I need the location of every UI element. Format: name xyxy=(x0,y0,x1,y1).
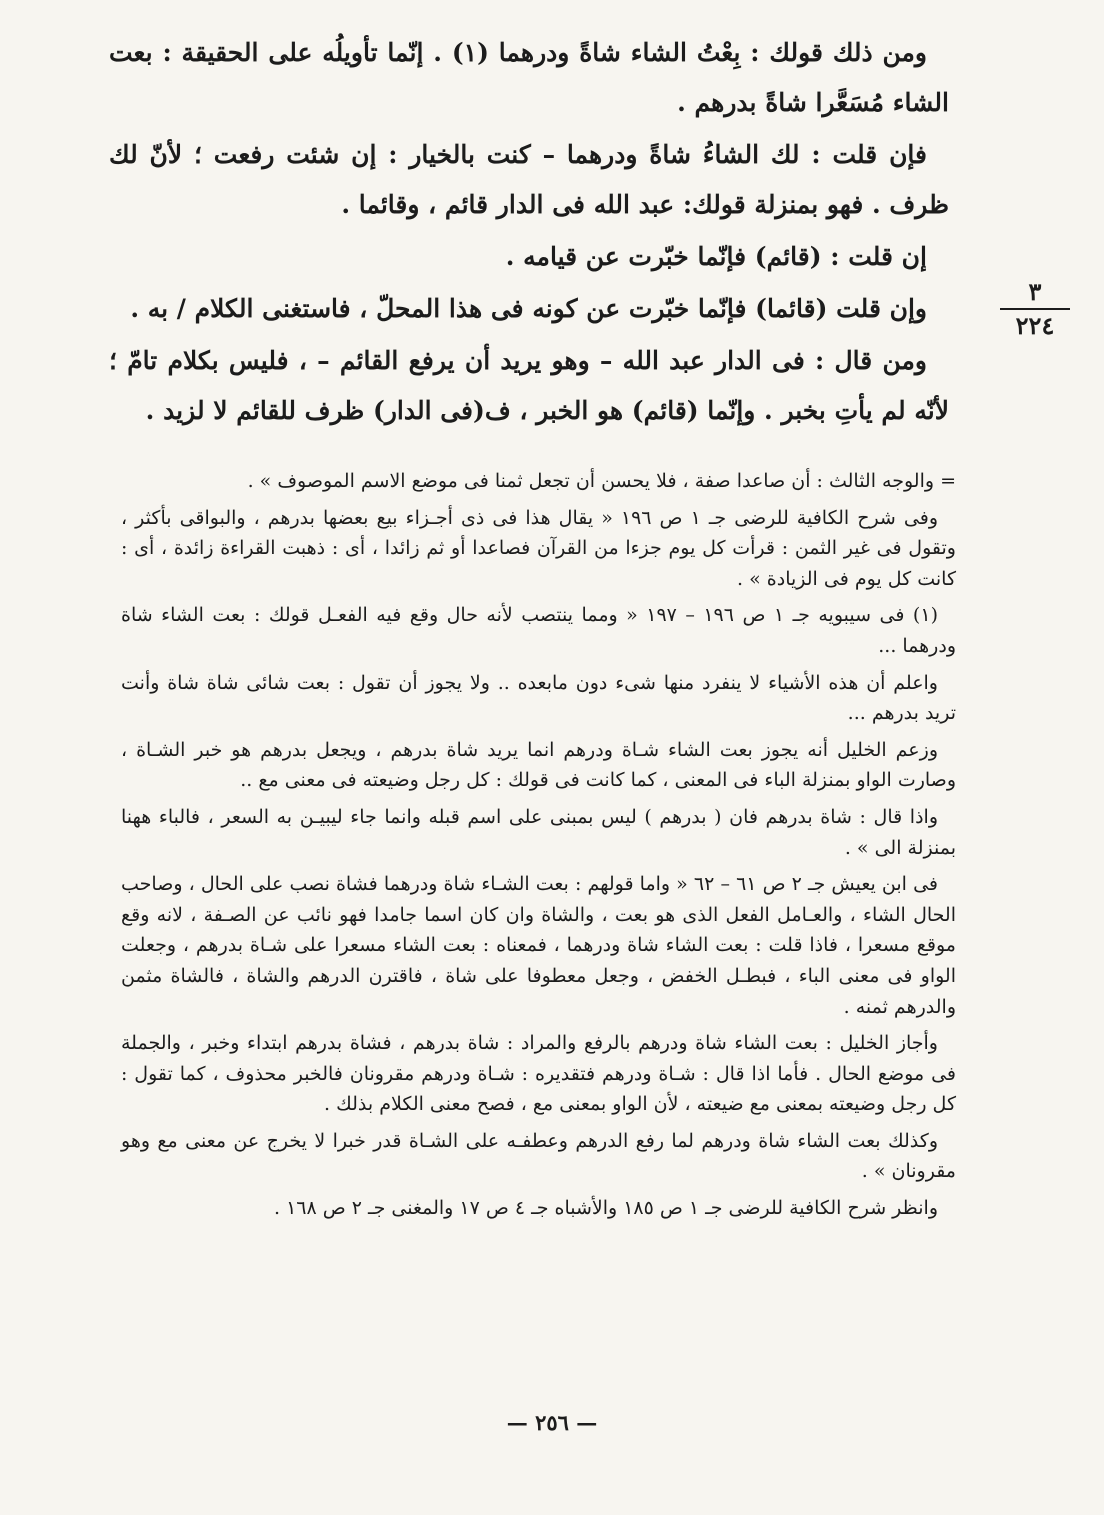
main-paragraph: وإن قلت (قائما) فإنّما خبّرت عن كونه فى هذا المحلّ ، فاستغنى الكلام / به . xyxy=(130,294,927,323)
footnote-paragraph: وأجاز الخليل : بعت الشاء شاة ودرهم بالرفع والمراد : شاة بدرهم ، فشاة بدرهم ابتداء وخبر ، والجملة فى موضع الحال . فأما اذا قال : شـاة ودرهم فتقديره : شـاة ودرهم مقرونان فالخبر محذوف ، كما تقول : كل رجل وضيعته بمعنى مع ضيعته ، لأن الواو بمعنى مع ، فصح معنى الكلام بذلك . xyxy=(121,1032,956,1116)
margin-page-number: ٢٢٤ xyxy=(1015,311,1055,340)
main-text xyxy=(109,28,949,438)
footnote-paragraph: (١) فى سيبويه جـ ١ ص ١٩٦ – ١٩٧ « ومما ينتصب لأنه حال وقع فيه الفعـل قولك : بعت الشاء شاة ودرهما ... xyxy=(121,604,956,657)
main-paragraph: ومن ذلك قولك : بِعْتُ الشاء شاةً ودرهما (١) . إنّما تأويلُه على الحقيقة : بعت الشاء مُسَعَّرا شاةً بدرهم . xyxy=(109,38,949,117)
margin-page-reference xyxy=(1000,278,1070,340)
footnote-paragraph: = والوجه الثالث : أن صاعدا صفة ، فلا يحسن أن تجعل ثمنا فى موضع الاسم الموصوف » . xyxy=(247,470,956,492)
footnote-paragraph: فى ابن يعيش جـ ٢ ص ٦١ – ٦٢ « واما قولهم : بعت الشـاء شاة ودرهما فشاة نصب على الحال ، وصاحب الحال الشاء ، والعـامل الفعل الذى هو بعت ، والشاة وان كان اسما جامدا فهو نائب عن الصـفة ، لانه وقع موقع مسعرا ، فاذا قلت : بعت الشاء شاة ودرهما ، فمعناه : بعت الشاء مسعرا على شـاة بدرهم ، وجعلت الواو فى معنى الباء ، فبطـل الخفض ، وجعل معطوفا على شاة ، فاقترن الدرهم والشاة ، فالشاة مثمن والدرهم ثمنه . xyxy=(121,873,956,1018)
main-paragraph: إن قلت : (قائم) فإنّما خبّرت عن قيامه . xyxy=(505,242,927,271)
footnotes xyxy=(121,466,956,1230)
main-paragraph: ومن قال : فى الدار عبد الله – وهو يريد أن يرفع القائم – ، فليس بكلام تامّ ؛ لأنّه لم يأتِ بخبر . وإنّما (قائم) هو الخبر ، ف(فى الدار) ظرف للقائم لا لزيد . xyxy=(109,346,949,425)
margin-volume-number: ٣ xyxy=(1000,278,1070,310)
footnote-paragraph: وزعم الخليل أنه يجوز بعت الشاء شـاة ودرهم انما يريد شاة بدرهم ، ويجعل بدرهم هو خبر الشـاة ، وصارت الواو بمنزلة الباء فى المعنى ، كما كانت فى قولك : كل رجل وضيعته فى معنى مع .. xyxy=(121,738,956,792)
main-paragraph: فإن قلت : لك الشاءُ شاةً ودرهما – كنت بالخيار : إن شئت رفعت ؛ لأنّ لك ظرف . فهو بمنزلة قولك: عبد الله فى الدار قائم ، وقائما . xyxy=(109,140,949,219)
page-number: — ٢٥٦ — xyxy=(506,1410,598,1435)
footnote-paragraph: وانظر شرح الكافية للرضى جـ ١ ص ١٨٥ والأشباه جـ ٤ ص ١٧ والمغنى جـ ٢ ص ١٦٨ . xyxy=(273,1197,938,1220)
footnote-paragraph: وفى شرح الكافية للرضى جـ ١ ص ١٩٦ « يقال هذا فى ذى أجـزاء بيع بعضها بدرهم ، والبواقى بأكثر ، وتقول فى غير الثمن : قرأت كل يوم جزءا من القرآن فصاعدا أو ثم زائدا ، أى : ذهبت القراءة زائدة ، أى : كانت كل يوم فى الزيادة » . xyxy=(121,506,956,590)
footnote-paragraph: واعلم أن هذه الأشياء لا ينفرد منها شىء دون مابعده .. ولا يجوز أن تقول : بعت شائى شاة شاة وأنت تريد بدرهم ... xyxy=(121,671,956,725)
footnote-paragraph: واذا قال : شاة بدرهم فان ( بدرهم ) ليس بمبنى على اسم قبله وانما جاء ليبيـن به السعر ، فالباء ههنا بمنزلة الى » . xyxy=(121,805,956,859)
footnote-paragraph: وكذلك بعت الشاء شاة ودرهم لما رفع الدرهم وعطفـه على الشـاة قدر خبرا لا يخرج عن معنى مع وهو مقرونان » . xyxy=(121,1129,956,1183)
